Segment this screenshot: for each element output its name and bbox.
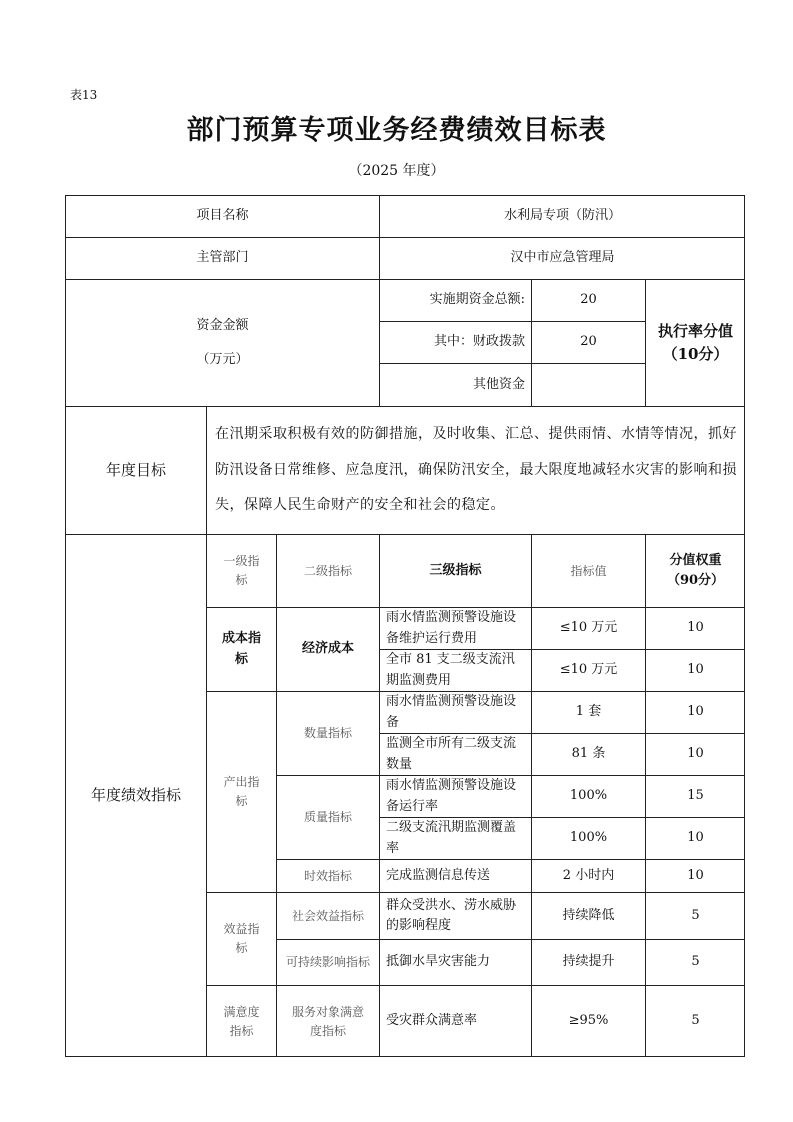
indicator-weight: 5 (645, 939, 745, 985)
indicator-weight: 10 (645, 649, 745, 691)
project-name-label: 项目名称 (65, 195, 379, 237)
indicator-weight: 10 (645, 733, 745, 775)
level2-social-benefit: 社会效益指标 (276, 892, 379, 939)
level2-economic-cost: 经济成本 (276, 607, 379, 691)
indicator-name: 雨水情监测预警设施设备运行率 (379, 775, 531, 817)
annual-goal-label: 年度目标 (65, 406, 206, 534)
department-value: 汉中市应急管理局 (379, 237, 745, 279)
indicator-name: 监测全市所有二级支流数量 (379, 733, 531, 775)
level1-cost: 成本指标 (206, 607, 276, 691)
indicator-name: 群众受洪水、涝水威胁的影响程度 (379, 892, 531, 939)
level2-quality: 质量指标 (276, 775, 379, 859)
indicator-value: 持续降低 (531, 892, 645, 939)
level1-benefit: 效益指标 (206, 892, 276, 985)
indicator-name: 受灾群众满意率 (379, 985, 531, 1057)
level2-timeliness: 时效指标 (276, 859, 379, 892)
indicator-value: 持续提升 (531, 939, 645, 985)
level2-service-target: 服务对象满意度指标 (276, 985, 379, 1057)
budget-year: （2025 年度） (348, 163, 445, 179)
indicator-value: 81 条 (531, 733, 645, 775)
indicator-value: 100% (531, 817, 645, 859)
department-label: 主管部门 (65, 237, 379, 279)
indicator-name: 雨水情监测预警设施设备 (379, 691, 531, 733)
indicator-weight: 15 (645, 775, 745, 817)
indicator-name: 抵御水旱灾害能力 (379, 939, 531, 985)
level1-output: 产出指标 (206, 691, 276, 892)
indicator-weight: 10 (645, 859, 745, 892)
table-label: 表13 (70, 88, 98, 102)
indicator-weight: 5 (645, 985, 745, 1057)
indicator-name: 二级支流汛期监测覆盖率 (379, 817, 531, 859)
header-value: 指标值 (531, 534, 645, 607)
indicator-value: ≤10 万元 (531, 649, 645, 691)
level2-quantity: 数量指标 (276, 691, 379, 775)
header-level1: 一级指标 (206, 534, 276, 607)
indicator-value: 100% (531, 775, 645, 817)
performance-table (65, 195, 745, 1057)
header-level2: 二级指标 (276, 534, 379, 607)
indicators-section-label: 年度绩效指标 (65, 534, 206, 1057)
other-funds-label: 其他资金 (379, 363, 531, 406)
total-funds-label: 实施期资金总额: (379, 279, 531, 321)
total-funds-value: 20 (531, 279, 645, 321)
indicator-weight: 10 (645, 607, 745, 649)
indicator-value: 1 套 (531, 691, 645, 733)
page-title: 部门预算专项业务经费绩效目标表 (186, 115, 607, 146)
indicator-weight: 10 (645, 691, 745, 733)
indicator-name: 完成监测信息传送 (379, 859, 531, 892)
indicator-weight: 10 (645, 817, 745, 859)
indicator-name: 雨水情监测预警设施设备维护运行费用 (379, 607, 531, 649)
indicator-value: ≤10 万元 (531, 607, 645, 649)
funds-label (65, 279, 379, 406)
finance-funds-value: 20 (531, 321, 645, 363)
header-level3: 三级指标 (379, 534, 531, 607)
level1-satisfaction: 满意度指标 (206, 985, 276, 1057)
exec-rate-label: 执行率分值（10分） (645, 279, 745, 406)
project-name-value: 水利局专项（防汛） (379, 195, 745, 237)
header-weight: 分值权重（90分） (645, 534, 745, 607)
indicator-value: 2 小时内 (531, 859, 645, 892)
indicator-name: 全市 81 支二级支流汛期监测费用 (379, 649, 531, 691)
finance-funds-label: 其中：财政拨款 (379, 321, 531, 363)
indicator-weight: 5 (645, 892, 745, 939)
funds-label-line1: 资金金额 (196, 318, 249, 334)
other-funds-value (531, 363, 645, 406)
level2-sustainable: 可持续影响指标 (276, 939, 379, 985)
indicator-value: ≥95% (531, 985, 645, 1057)
funds-label-line2: （万元） (196, 352, 249, 367)
annual-goal-text: 在汛期采取积极有效的防御措施，及时收集、汇总、提供雨情、水情等情况，抓好防汛设备日常维修、应急度汛，确保防汛安全，最大限度地减轻水灾害的影响和损失，保障人民生命财产的安全和社会的稳定。 (206, 406, 745, 534)
